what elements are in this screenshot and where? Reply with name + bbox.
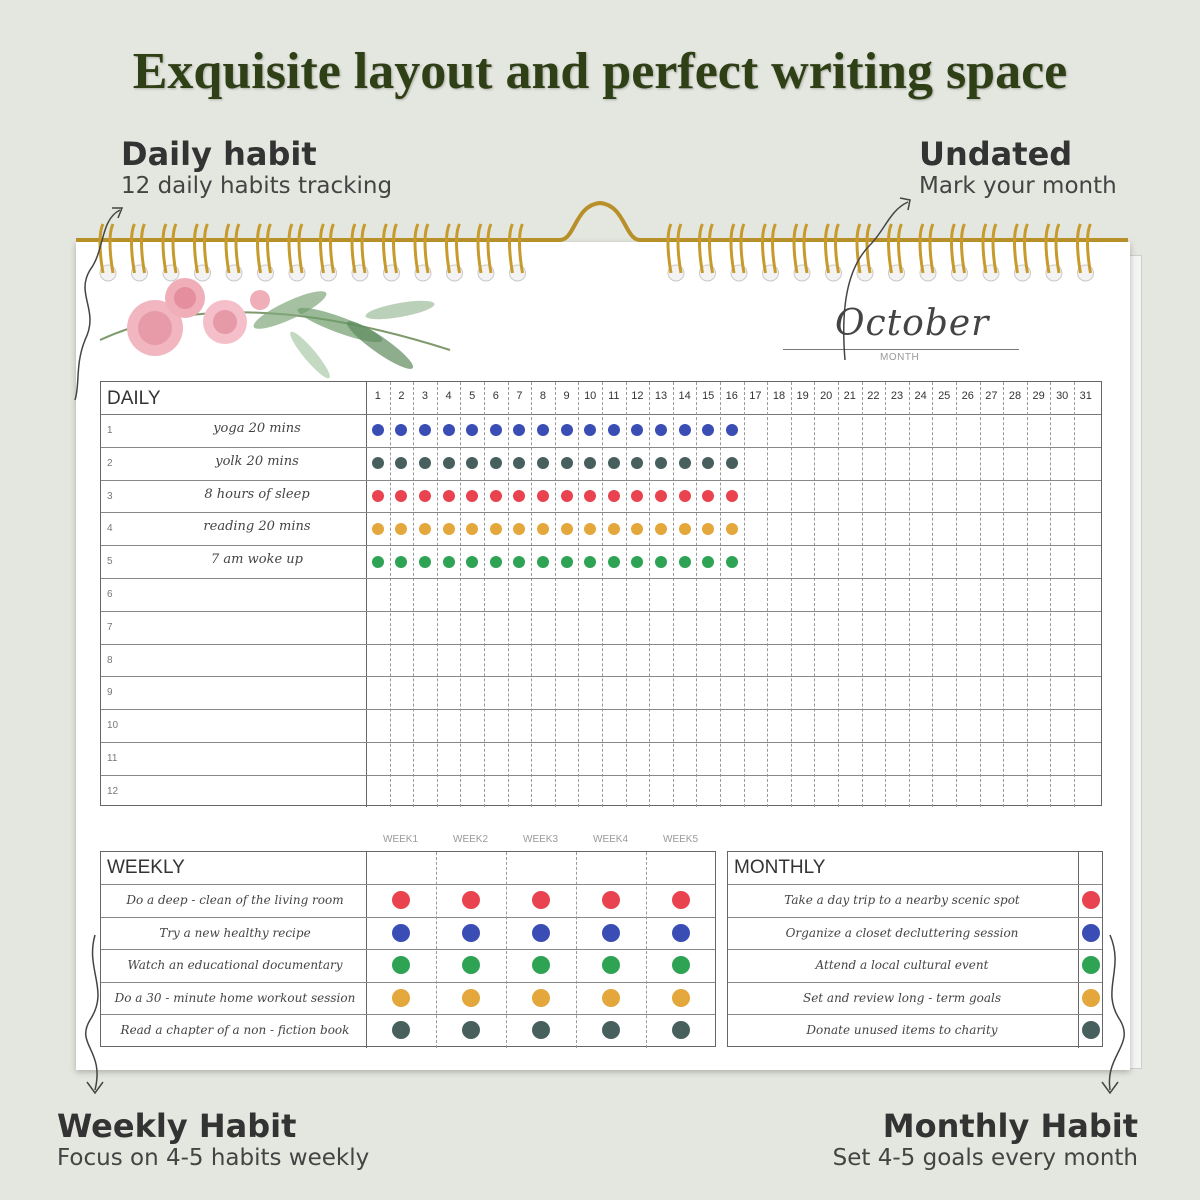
day-number: 31 bbox=[1079, 390, 1092, 402]
habit-check-dot[interactable] bbox=[561, 556, 573, 568]
monthly-goal-name[interactable]: Donate unused items to charity bbox=[806, 1023, 998, 1037]
weekly-habit-name[interactable]: Watch an educational documentary bbox=[127, 958, 343, 972]
weekly-check-dot[interactable] bbox=[532, 989, 550, 1007]
weekly-check-dot[interactable] bbox=[672, 956, 690, 974]
habit-check-dot[interactable] bbox=[443, 424, 455, 436]
week-column-label: WEEK1 bbox=[383, 834, 419, 845]
day-number: 3 bbox=[421, 390, 429, 402]
weekly-header-divider bbox=[101, 884, 715, 885]
day-number: 4 bbox=[445, 390, 452, 402]
habit-check-dot[interactable] bbox=[702, 490, 714, 502]
habit-check-dot[interactable] bbox=[561, 490, 573, 502]
day-number: 27 bbox=[985, 390, 998, 402]
daily-row-number: 10 bbox=[107, 720, 119, 732]
habit-check-dot[interactable] bbox=[443, 490, 455, 502]
day-number: 5 bbox=[469, 390, 476, 402]
weekly-row-divider bbox=[101, 1014, 715, 1015]
weekly-check-dot[interactable] bbox=[462, 924, 480, 942]
habit-check-dot[interactable] bbox=[702, 523, 714, 535]
day-number: 23 bbox=[890, 390, 904, 402]
habit-check-dot[interactable] bbox=[537, 457, 549, 469]
daily-row-number: 11 bbox=[107, 753, 118, 764]
monthly-goal-name[interactable]: Set and review long - term goals bbox=[802, 990, 1002, 1005]
habit-check-dot[interactable] bbox=[537, 556, 549, 568]
monthly-row-divider bbox=[728, 917, 1102, 918]
habit-check-dot[interactable] bbox=[631, 424, 643, 436]
day-number: 16 bbox=[725, 390, 738, 402]
day-number: 6 bbox=[492, 390, 499, 402]
habit-check-dot[interactable] bbox=[726, 523, 738, 535]
day-number: 26 bbox=[961, 390, 974, 402]
habit-check-dot[interactable] bbox=[608, 556, 620, 568]
habit-check-dot[interactable] bbox=[513, 490, 525, 502]
habit-check-dot[interactable] bbox=[584, 424, 596, 436]
daily-row-number: 5 bbox=[107, 556, 113, 568]
habit-check-dot[interactable] bbox=[443, 523, 455, 535]
weekly-habit-subtitle: Focus on 4-5 habits weekly bbox=[57, 1145, 370, 1171]
weekly-check-dot[interactable] bbox=[602, 1021, 620, 1039]
habit-check-dot[interactable] bbox=[584, 490, 596, 502]
weekly-check-dot[interactable] bbox=[672, 891, 690, 909]
habit-check-dot[interactable] bbox=[513, 523, 525, 535]
day-column-divider bbox=[909, 382, 910, 807]
habit-check-dot[interactable] bbox=[702, 457, 714, 469]
habit-check-dot[interactable] bbox=[372, 424, 384, 436]
daily-habit-name[interactable]: 8 hours of sleep bbox=[204, 486, 310, 502]
habit-check-dot[interactable] bbox=[513, 556, 525, 568]
habit-check-dot[interactable] bbox=[561, 523, 573, 535]
habit-check-dot[interactable] bbox=[466, 424, 478, 436]
weekly-check-dot[interactable] bbox=[392, 924, 410, 942]
habit-check-dot[interactable] bbox=[513, 457, 525, 469]
habit-check-dot[interactable] bbox=[443, 556, 455, 568]
weekly-habit-name[interactable]: Do a 30 - minute home workout session bbox=[114, 990, 356, 1005]
weekly-habit-name[interactable]: Read a chapter of a non - fiction book bbox=[120, 1023, 350, 1037]
daily-habit-name[interactable]: 7 am woke up bbox=[211, 552, 303, 568]
week-column-divider bbox=[576, 852, 577, 1048]
day-number: 13 bbox=[654, 390, 668, 402]
undated-note bbox=[919, 136, 1117, 200]
daily-row-number: 3 bbox=[107, 490, 113, 502]
weekly-check-dot[interactable] bbox=[672, 989, 690, 1007]
day-number: 11 bbox=[608, 390, 620, 402]
daily-row-divider bbox=[101, 480, 1101, 481]
day-column-divider bbox=[1003, 382, 1004, 807]
habit-check-dot[interactable] bbox=[419, 523, 431, 535]
day-column-divider bbox=[531, 382, 532, 807]
weekly-habit-grid bbox=[100, 851, 716, 1047]
habit-check-dot[interactable] bbox=[631, 490, 643, 502]
daily-section-title: DAILY bbox=[107, 388, 161, 409]
day-number: 24 bbox=[914, 390, 927, 402]
day-column-divider bbox=[1050, 382, 1051, 807]
weekly-check-dot[interactable] bbox=[532, 924, 550, 942]
week-column-label: WEEK2 bbox=[453, 834, 489, 845]
habit-check-dot[interactable] bbox=[655, 556, 667, 568]
day-column-divider bbox=[956, 382, 957, 807]
monthly-habit-subtitle: Set 4-5 goals every month bbox=[832, 1145, 1138, 1171]
day-column-divider bbox=[673, 382, 674, 807]
weekly-check-dot[interactable] bbox=[462, 989, 480, 1007]
day-column-divider bbox=[814, 382, 815, 807]
habit-check-dot[interactable] bbox=[537, 523, 549, 535]
habit-check-dot[interactable] bbox=[584, 457, 596, 469]
day-column-divider bbox=[862, 382, 863, 807]
day-number: 14 bbox=[678, 390, 691, 402]
habit-check-dot[interactable] bbox=[419, 424, 431, 436]
day-column-divider bbox=[1027, 382, 1028, 807]
habit-check-dot[interactable] bbox=[395, 457, 407, 469]
daily-row-divider bbox=[101, 644, 1101, 645]
daily-row-divider bbox=[101, 578, 1101, 579]
weekly-row-divider bbox=[101, 982, 715, 983]
weekly-check-dot[interactable] bbox=[602, 989, 620, 1007]
weekly-check-dot[interactable] bbox=[392, 891, 410, 909]
habit-check-dot[interactable] bbox=[631, 457, 643, 469]
day-number: 8 bbox=[539, 390, 547, 402]
weekly-check-dot[interactable] bbox=[462, 956, 480, 974]
weekly-check-dot[interactable] bbox=[602, 891, 620, 909]
headline: Exquisite layout and perfect writing space bbox=[132, 43, 1068, 100]
monthly-row-divider bbox=[728, 1014, 1102, 1015]
habit-check-dot[interactable] bbox=[631, 556, 643, 568]
day-number: 20 bbox=[820, 390, 833, 402]
habit-check-dot[interactable] bbox=[419, 457, 431, 469]
monthly-check-dot[interactable] bbox=[1082, 924, 1100, 942]
monthly-habit-grid bbox=[727, 851, 1103, 1047]
habit-check-dot[interactable] bbox=[726, 457, 738, 469]
monthly-check-dot[interactable] bbox=[1082, 989, 1100, 1007]
day-column-divider bbox=[413, 382, 414, 807]
habit-check-dot[interactable] bbox=[702, 556, 714, 568]
daily-row-divider bbox=[101, 512, 1101, 513]
habit-check-dot[interactable] bbox=[490, 457, 502, 469]
habit-check-dot[interactable] bbox=[372, 523, 384, 535]
habit-check-dot[interactable] bbox=[608, 490, 620, 502]
day-number: 25 bbox=[938, 390, 951, 402]
day-column-divider bbox=[437, 382, 438, 807]
weekly-check-dot[interactable] bbox=[672, 1021, 690, 1039]
monthly-goal-name[interactable]: Take a day trip to a nearby scenic spot bbox=[784, 893, 1020, 907]
daily-row-number: 9 bbox=[107, 687, 113, 699]
habit-check-dot[interactable] bbox=[655, 424, 667, 436]
day-number: 19 bbox=[796, 390, 809, 402]
undated-subtitle: Mark your month bbox=[919, 173, 1117, 199]
habit-check-dot[interactable] bbox=[395, 490, 407, 502]
habit-check-dot[interactable] bbox=[608, 457, 620, 469]
day-column-divider bbox=[885, 382, 886, 807]
habit-check-dot[interactable] bbox=[419, 556, 431, 568]
day-number: 22 bbox=[867, 390, 880, 402]
weekly-habit-note bbox=[57, 1108, 369, 1172]
weekly-check-dot[interactable] bbox=[392, 956, 410, 974]
week-column-divider bbox=[646, 852, 647, 1048]
monthly-goal-name[interactable]: Organize a closet decluttering session bbox=[785, 925, 1019, 940]
day-column-divider bbox=[838, 382, 839, 807]
daily-row-number: 6 bbox=[107, 589, 113, 600]
weekly-check-dot[interactable] bbox=[532, 1021, 550, 1039]
day-number: 17 bbox=[749, 390, 762, 402]
habit-check-dot[interactable] bbox=[584, 523, 596, 535]
habit-check-dot[interactable] bbox=[490, 523, 502, 535]
day-column-divider bbox=[649, 382, 650, 807]
weekly-row-divider bbox=[101, 949, 715, 950]
daily-habit-name[interactable]: yolk 20 mins bbox=[215, 453, 299, 469]
monthly-section-title: MONTHLY bbox=[734, 857, 826, 878]
habit-check-dot[interactable] bbox=[655, 490, 667, 502]
day-column-divider bbox=[744, 382, 745, 807]
daily-row-number: 7 bbox=[107, 621, 113, 633]
week-column-label: WEEK3 bbox=[523, 834, 559, 845]
day-column-divider bbox=[578, 382, 579, 807]
habit-check-dot[interactable] bbox=[443, 457, 455, 469]
habit-check-dot[interactable] bbox=[466, 523, 478, 535]
daily-row-divider bbox=[101, 742, 1101, 743]
habit-check-dot[interactable] bbox=[395, 424, 407, 436]
day-number: 10 bbox=[584, 390, 597, 402]
daily-habit-note bbox=[121, 136, 392, 200]
weekly-check-dot[interactable] bbox=[532, 891, 550, 909]
day-column-divider bbox=[696, 382, 697, 807]
habit-check-dot[interactable] bbox=[419, 490, 431, 502]
weekly-check-dot[interactable] bbox=[392, 989, 410, 1007]
monthly-check-dot[interactable] bbox=[1082, 1021, 1100, 1039]
habit-check-dot[interactable] bbox=[490, 490, 502, 502]
day-column-divider bbox=[460, 382, 461, 807]
weekly-check-dot[interactable] bbox=[392, 1021, 410, 1039]
habit-check-dot[interactable] bbox=[395, 523, 407, 535]
habit-check-dot[interactable] bbox=[608, 523, 620, 535]
daily-row-divider bbox=[101, 775, 1101, 776]
day-column-divider bbox=[720, 382, 721, 807]
day-column-divider bbox=[390, 382, 391, 807]
day-number: 18 bbox=[772, 390, 786, 402]
habit-check-dot[interactable] bbox=[584, 556, 596, 568]
habit-check-dot[interactable] bbox=[679, 490, 691, 502]
daily-row-number: 4 bbox=[107, 523, 113, 535]
weekly-row-divider bbox=[101, 917, 715, 918]
daily-row-number: 1 bbox=[107, 425, 113, 436]
daily-row-divider bbox=[101, 709, 1101, 710]
month-caption: MONTH bbox=[880, 352, 920, 363]
day-number: 30 bbox=[1056, 390, 1069, 402]
daily-row-number: 8 bbox=[107, 654, 113, 666]
weekly-habit-name[interactable]: Do a deep - clean of the living room bbox=[126, 893, 344, 907]
day-number: 2 bbox=[398, 390, 405, 402]
day-column-divider bbox=[555, 382, 556, 807]
month-name[interactable]: October bbox=[835, 303, 990, 344]
weekly-check-dot[interactable] bbox=[672, 924, 690, 942]
monthly-check-dot[interactable] bbox=[1082, 956, 1100, 974]
habit-check-dot[interactable] bbox=[679, 424, 691, 436]
week-column-divider bbox=[506, 852, 507, 1048]
habit-check-dot[interactable] bbox=[490, 556, 502, 568]
day-number: 9 bbox=[563, 390, 570, 402]
monthly-row-divider bbox=[728, 949, 1102, 950]
day-column-divider bbox=[932, 382, 933, 807]
monthly-row-divider bbox=[728, 982, 1102, 983]
habit-check-dot[interactable] bbox=[631, 523, 643, 535]
day-number: 28 bbox=[1008, 390, 1022, 402]
daily-name-column-divider bbox=[366, 382, 367, 807]
day-number: 21 bbox=[843, 390, 856, 402]
daily-habit-name[interactable]: reading 20 mins bbox=[203, 519, 311, 535]
week-column-label: WEEK4 bbox=[593, 834, 629, 845]
day-column-divider bbox=[1074, 382, 1075, 807]
habit-check-dot[interactable] bbox=[679, 523, 691, 535]
habit-check-dot[interactable] bbox=[395, 556, 407, 568]
daily-row-divider bbox=[101, 611, 1101, 612]
daily-habit-title: Daily habit bbox=[121, 135, 317, 173]
weekly-habit-title: Weekly Habit bbox=[57, 1107, 297, 1145]
daily-habit-grid bbox=[100, 381, 1102, 806]
week-column-label: WEEK5 bbox=[663, 834, 699, 845]
habit-check-dot[interactable] bbox=[655, 457, 667, 469]
habit-check-dot[interactable] bbox=[726, 490, 738, 502]
day-number: 12 bbox=[631, 390, 644, 402]
habit-check-dot[interactable] bbox=[372, 490, 384, 502]
daily-row-number: 2 bbox=[107, 457, 113, 469]
habit-check-dot[interactable] bbox=[372, 457, 384, 469]
day-column-divider bbox=[626, 382, 627, 807]
daily-row-divider bbox=[101, 447, 1101, 448]
monthly-check-column-divider bbox=[1078, 852, 1079, 1048]
day-number: 1 bbox=[374, 390, 381, 402]
habit-check-dot[interactable] bbox=[702, 424, 714, 436]
weekly-section-title: WEEKLY bbox=[107, 857, 185, 878]
habit-check-dot[interactable] bbox=[608, 424, 620, 436]
daily-row-number: 12 bbox=[107, 785, 119, 797]
habit-check-dot[interactable] bbox=[561, 424, 573, 436]
weekly-check-dot[interactable] bbox=[462, 891, 480, 909]
undated-title: Undated bbox=[919, 135, 1073, 173]
habit-check-dot[interactable] bbox=[726, 556, 738, 568]
day-column-divider bbox=[980, 382, 981, 807]
day-column-divider bbox=[484, 382, 485, 807]
daily-habit-subtitle: 12 daily habits tracking bbox=[121, 173, 393, 199]
monthly-goal-name[interactable]: Attend a local cultural event bbox=[815, 958, 989, 972]
weekly-check-dot[interactable] bbox=[462, 1021, 480, 1039]
habit-check-dot[interactable] bbox=[490, 424, 502, 436]
weekly-check-dot[interactable] bbox=[602, 924, 620, 942]
monthly-check-dot[interactable] bbox=[1082, 891, 1100, 909]
weekly-check-dot[interactable] bbox=[532, 956, 550, 974]
habit-check-dot[interactable] bbox=[537, 490, 549, 502]
day-column-divider bbox=[602, 382, 603, 807]
month-underline bbox=[783, 349, 1019, 350]
habit-check-dot[interactable] bbox=[679, 457, 691, 469]
day-column-divider bbox=[508, 382, 509, 807]
habit-check-dot[interactable] bbox=[513, 424, 525, 436]
day-number: 15 bbox=[702, 390, 715, 402]
week-column-divider bbox=[366, 852, 367, 1048]
weekly-check-dot[interactable] bbox=[602, 956, 620, 974]
habit-check-dot[interactable] bbox=[372, 556, 384, 568]
habit-check-dot[interactable] bbox=[679, 556, 691, 568]
day-number: 29 bbox=[1032, 390, 1045, 402]
habit-check-dot[interactable] bbox=[466, 490, 478, 502]
day-column-divider bbox=[767, 382, 768, 807]
monthly-header-divider bbox=[728, 884, 1102, 885]
habit-check-dot[interactable] bbox=[561, 457, 573, 469]
monthly-habit-note bbox=[833, 1108, 1138, 1172]
habit-check-dot[interactable] bbox=[655, 523, 667, 535]
habit-check-dot[interactable] bbox=[466, 457, 478, 469]
daily-row-divider bbox=[101, 676, 1101, 677]
daily-row-divider bbox=[101, 545, 1101, 546]
habit-check-dot[interactable] bbox=[466, 556, 478, 568]
weekly-habit-name[interactable]: Try a new healthy recipe bbox=[159, 925, 311, 940]
monthly-habit-title: Monthly Habit bbox=[882, 1107, 1138, 1145]
day-number: 7 bbox=[516, 390, 523, 402]
habit-check-dot[interactable] bbox=[726, 424, 738, 436]
week-column-divider bbox=[436, 852, 437, 1048]
habit-check-dot[interactable] bbox=[537, 424, 549, 436]
daily-habit-name[interactable]: yoga 20 mins bbox=[213, 421, 301, 436]
day-column-divider bbox=[791, 382, 792, 807]
